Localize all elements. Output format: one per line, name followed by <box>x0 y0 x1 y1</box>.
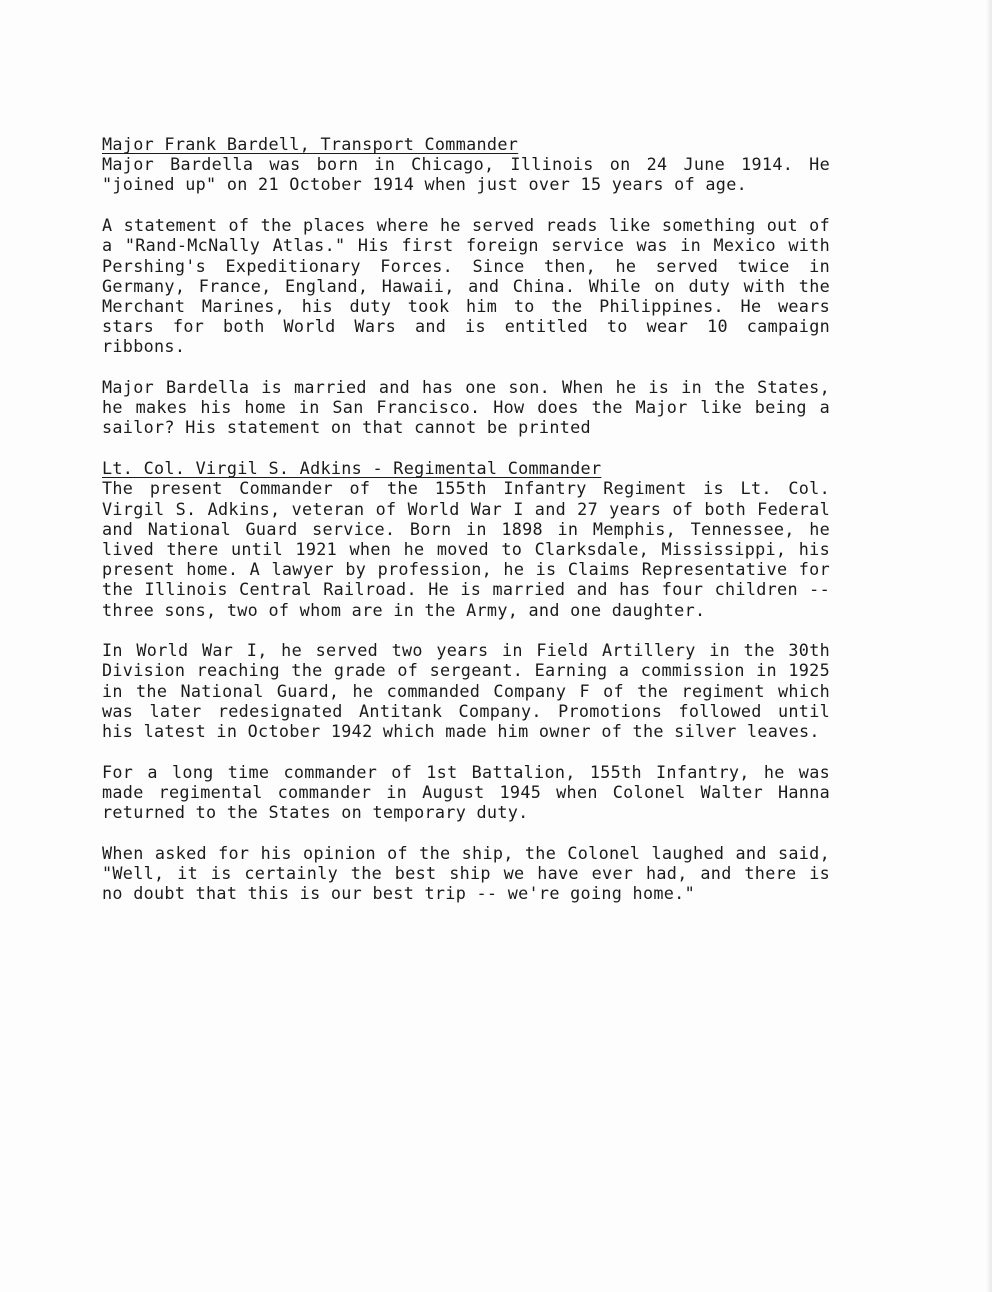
bardell-paragraph-birth: Major Bardella was born in Chicago, Illinois on 24 June 1914. He "joined up" on 21 October 1914 when just over 15 years of age. <box>102 154 830 195</box>
section-heading-bardell: Major Frank Bardell, Transport Commander <box>102 134 519 154</box>
adkins-paragraph-background: The present Commander of the 155th Infantry Regiment is Lt. Col. Virgil S. Adkins, veteran of World War I and 27 years of both Federal and National Guard service. Born in 1898 in Memphis, Tennessee, he lived there until 1921 when he moved to Clarksdale, Mississippi, his present home. A lawyer by profession, he is Claims Representative for the Illinois Central Railroad. He is married and has four children -- three sons, two of whom are in the Army, and one daughter. <box>102 478 830 620</box>
bardell-paragraph-family: Major Bardella is married and has one son. When he is in the States, he makes his home in San Francisco. How does the Major like being a sailor? His statement on that cannot be printed <box>102 377 830 438</box>
paragraph-spacer <box>102 620 830 641</box>
paragraph-spacer <box>102 438 830 459</box>
page-edge <box>986 0 992 1292</box>
paragraph-spacer <box>102 357 830 378</box>
section-heading-adkins: Lt. Col. Virgil S. Adkins - Regimental Commander <box>102 458 602 479</box>
adkins-paragraph-command: For a long time commander of 1st Battalion, 155th Infantry, he was made regimental commander in August 1945 when Colonel Walter Hanna returned to the States on temporary duty. <box>102 761 830 823</box>
bardell-paragraph-service: A statement of the places where he served reads like something out of a "Rand-McNally Atlas." His first foreign service was in Mexico with Pershing's Expeditionary Forces. Since then, he served twice in Germany, France, England, Hawaii, and China. While on duty with the Merchant Marines, his duty took him to the Philippines. He wears stars for both World Wars and is entitled to wear 10 campaign ribbons. <box>102 215 830 357</box>
paragraph-spacer <box>102 822 830 843</box>
paragraph-spacer <box>102 741 830 762</box>
adkins-paragraph-quote: When asked for his opinion of the ship, the Colonel laughed and said, "Well, it is certainly the best ship we have ever had, and there is no doubt that this is our best trip -- we're going home." <box>102 842 830 904</box>
adkins-paragraph-career: In World War I, he served two years in Field Artillery in the 30th Division reaching the grade of sergeant. Earning a commission in 1925 in the National Guard, he commanded Company F of the regiment which was later redesignated Antitank Company. Promotions followed until his latest in October 1942 which made him owner of the silver leaves. <box>102 640 830 742</box>
document-body <box>102 134 830 904</box>
paragraph-spacer <box>102 195 830 216</box>
